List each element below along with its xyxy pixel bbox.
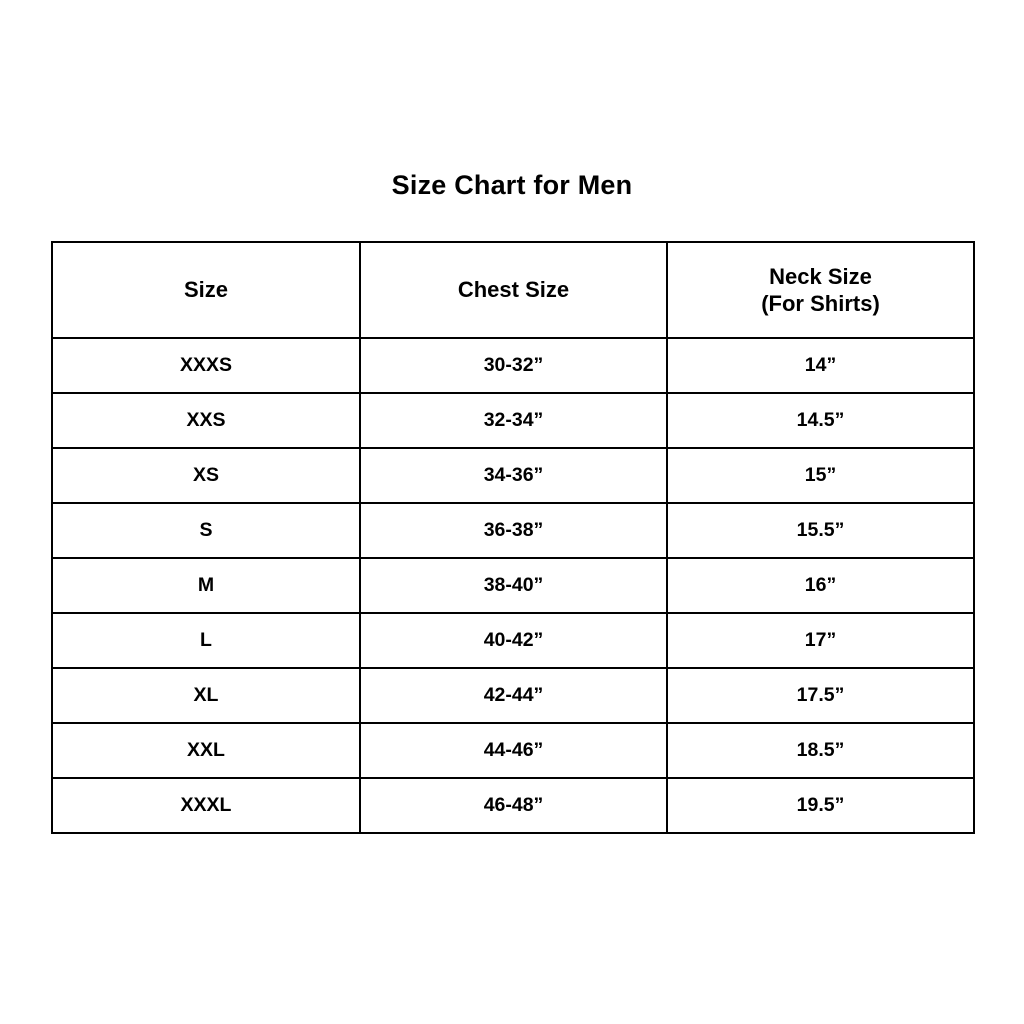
cell-size: XXL xyxy=(52,723,360,778)
table-row xyxy=(52,613,974,668)
cell-neck: 14.5” xyxy=(667,393,974,448)
table-header-row xyxy=(52,242,974,338)
cell-size: XXS xyxy=(52,393,360,448)
cell-neck: 17” xyxy=(667,613,974,668)
table-row xyxy=(52,338,974,393)
cell-size: XXXL xyxy=(52,778,360,833)
column-header-chest-size-label: Chest Size xyxy=(457,277,570,303)
size-chart-table-container xyxy=(51,241,973,834)
column-header-chest-size xyxy=(360,242,667,338)
cell-chest: 30-32” xyxy=(360,338,667,393)
column-header-neck-size-label: Neck Size xyxy=(769,263,872,289)
column-header-neck-size xyxy=(667,242,974,338)
cell-size: XL xyxy=(52,668,360,723)
cell-chest: 42-44” xyxy=(360,668,667,723)
cell-size: L xyxy=(52,613,360,668)
cell-neck: 19.5” xyxy=(667,778,974,833)
cell-neck: 14” xyxy=(667,338,974,393)
table-row xyxy=(52,558,974,613)
cell-neck: 16” xyxy=(667,558,974,613)
cell-chest: 34-36” xyxy=(360,448,667,503)
cell-chest: 46-48” xyxy=(360,778,667,833)
cell-chest: 40-42” xyxy=(360,613,667,668)
column-header-size xyxy=(52,242,360,338)
table-body xyxy=(52,338,974,833)
column-header-neck-size-sublabel: (For Shirts) xyxy=(761,291,880,316)
table-row xyxy=(52,668,974,723)
cell-size: M xyxy=(52,558,360,613)
table-row xyxy=(52,503,974,558)
cell-neck: 15.5” xyxy=(667,503,974,558)
table-row xyxy=(52,723,974,778)
table-row xyxy=(52,448,974,503)
cell-chest: 36-38” xyxy=(360,503,667,558)
cell-neck: 15” xyxy=(667,448,974,503)
column-header-size-label: Size xyxy=(183,277,229,303)
cell-size: S xyxy=(52,503,360,558)
cell-neck: 18.5” xyxy=(667,723,974,778)
table-header xyxy=(52,242,974,338)
cell-chest: 38-40” xyxy=(360,558,667,613)
cell-neck: 17.5” xyxy=(667,668,974,723)
table-row xyxy=(52,778,974,833)
table-row xyxy=(52,393,974,448)
cell-chest: 44-46” xyxy=(360,723,667,778)
size-chart-table xyxy=(51,241,975,834)
cell-chest: 32-34” xyxy=(360,393,667,448)
cell-size: XXXS xyxy=(52,338,360,393)
page-title: Size Chart for Men xyxy=(391,170,633,200)
cell-size: XS xyxy=(52,448,360,503)
